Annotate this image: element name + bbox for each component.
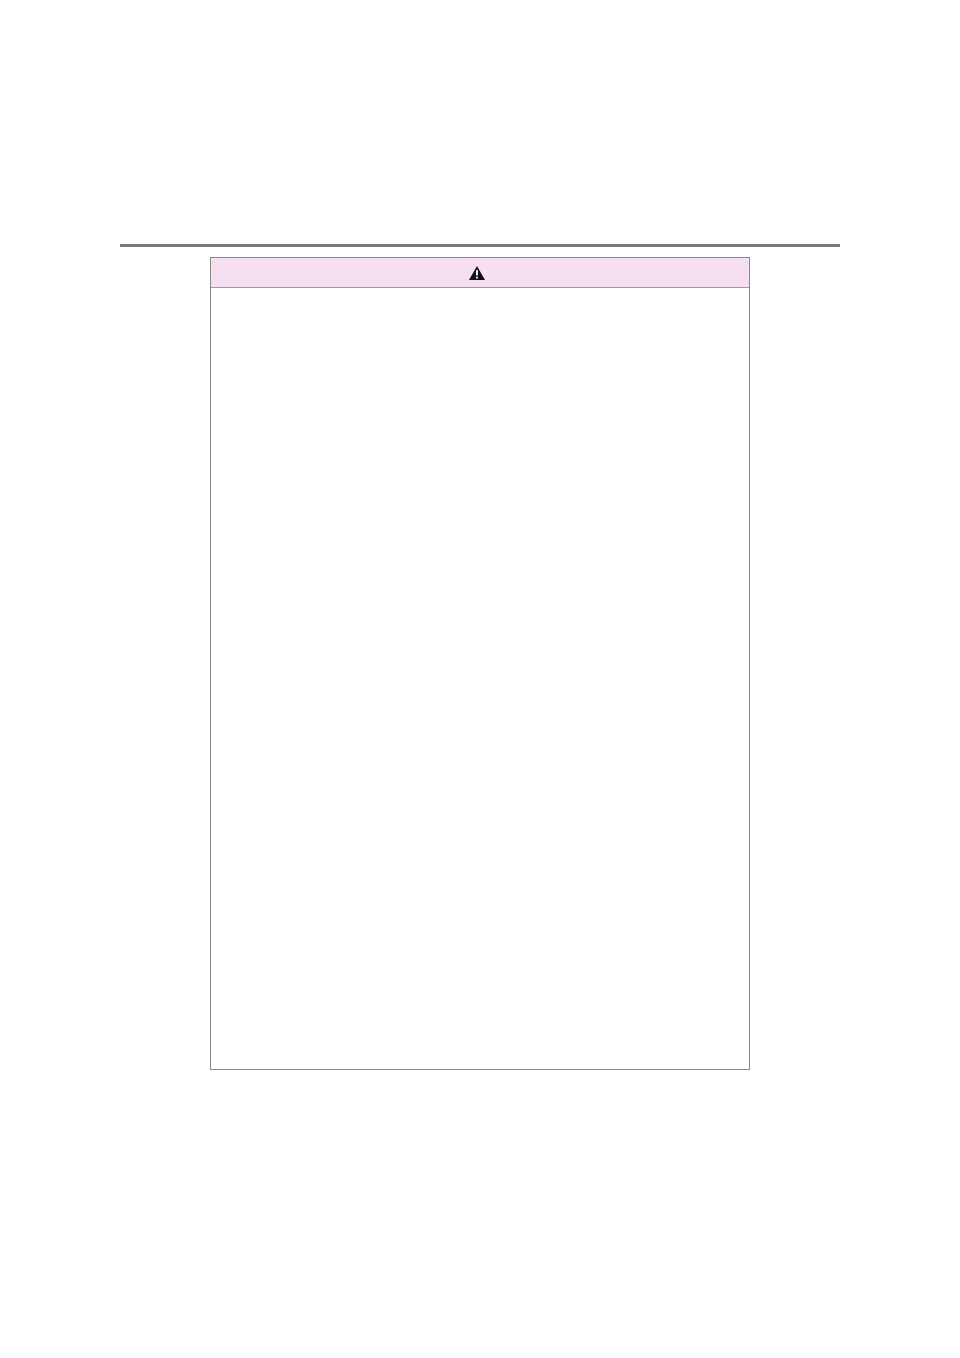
warning-box <box>210 257 750 1070</box>
warning-triangle-icon <box>468 265 486 281</box>
warning-body <box>211 288 749 302</box>
header-rule <box>120 244 840 247</box>
warning-header <box>211 258 749 288</box>
